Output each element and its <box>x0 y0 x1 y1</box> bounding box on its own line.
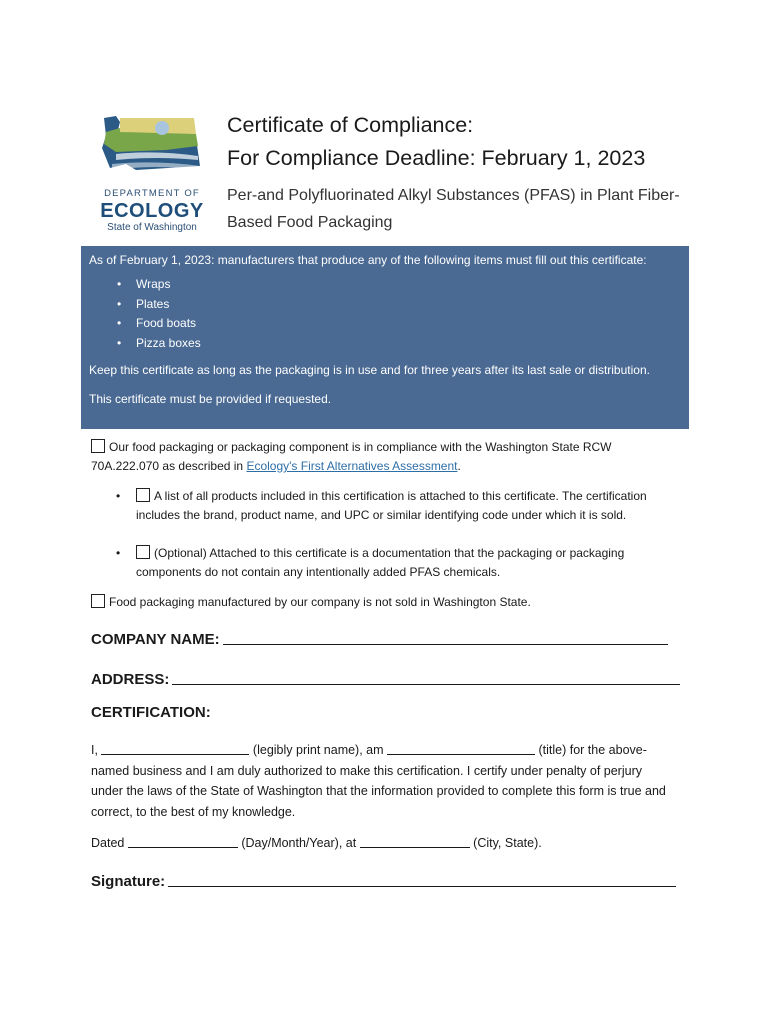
city-state-input[interactable] <box>360 835 470 848</box>
list-item: • Food boats <box>136 314 681 334</box>
dated-line <box>91 833 542 853</box>
ecology-logo <box>96 108 216 240</box>
city-state-hint: (City, State). <box>473 836 542 850</box>
address-label: ADDRESS: <box>91 671 170 688</box>
documentation-checkbox[interactable] <box>136 545 150 559</box>
banner-intro: As of February 1, 2023: manufacturers that produce any of the following items must fill out this certificate: <box>89 253 647 267</box>
certification-heading: CERTIFICATION: <box>91 704 211 721</box>
product-list-text: A list of all products included in this certification is attached to this certificate. The certification includes the brand, product name, and UPC or similar identifying code under which it is sold. <box>136 489 647 522</box>
cert-i-text: I, <box>91 743 98 757</box>
dated-label: Dated <box>91 836 125 850</box>
product-list-checkbox[interactable] <box>136 488 150 502</box>
title-hint: (title) for the <box>538 743 606 757</box>
list-item: • Wraps <box>136 275 681 295</box>
first-alternatives-assessment-link[interactable]: Ecology's First Alternatives Assessment <box>246 459 458 473</box>
not-sold-checkbox[interactable] <box>91 594 105 608</box>
not-sold-option <box>91 593 531 612</box>
signature-input[interactable] <box>168 872 676 887</box>
washington-state-logo-icon <box>96 108 208 188</box>
not-sold-text: Food packaging manufactured by our company is not sold in Washington State. <box>109 595 531 609</box>
print-name-input[interactable] <box>101 742 249 755</box>
documentation-option <box>136 544 681 582</box>
logo-department-text: DEPARTMENT OF <box>104 188 200 199</box>
compliance-checkbox[interactable] <box>91 439 105 453</box>
certification-statement <box>91 740 671 822</box>
list-item: • Pizza boxes <box>136 334 681 354</box>
compliance-option <box>91 438 671 476</box>
compliance-text: Our food packaging or packaging component is in compliance with the Washington State RCW 70A.222.070 as described in <box>91 440 612 473</box>
logo-ecology-text: ECOLOGY <box>100 200 204 222</box>
date-hint: (Day/Month/Year), at <box>241 836 357 850</box>
logo-state-text: State of Washington <box>107 222 197 233</box>
list-item: • Plates <box>136 295 681 315</box>
print-name-hint: (legibly print name), am <box>252 743 384 757</box>
address-field <box>91 670 680 688</box>
deadline-title: For Compliance Deadline: February 1, 2023 <box>227 146 646 170</box>
company-name-label: COMPANY NAME: <box>91 631 220 648</box>
address-input[interactable] <box>172 670 680 685</box>
banner-retention-note: Keep this certificate as long as the packaging is in use and for three years after its last sale or distribution. <box>89 363 650 377</box>
company-name-input[interactable] <box>223 630 668 645</box>
date-input[interactable] <box>128 835 238 848</box>
signature-field <box>91 872 676 890</box>
certification-body: above-named business and I am duly authorized to make this certification. I certify under penalty of perjury under the laws of the State of Washington that the information provided to complete this form is true and correct, to the best of my knowledge. <box>91 743 666 819</box>
banner-provide-note: This certificate must be provided if requested. <box>89 392 332 406</box>
product-list-option <box>136 487 681 525</box>
page-title: Certificate of Compliance: <box>227 113 474 137</box>
info-banner <box>81 246 689 429</box>
title-input[interactable] <box>387 742 535 755</box>
documentation-text: (Optional) Attached to this certificate is a documentation that the packaging or packaging components do not contain any intentionally added PFAS chemicals. <box>136 546 625 579</box>
page-subtitle: Per-and Polyfluorinated Alkyl Substances (PFAS) in Plant Fiber-Based Food Packaging <box>227 187 680 231</box>
company-name-field <box>91 630 668 648</box>
signature-label: Signature: <box>91 873 166 890</box>
compliance-text-end: . <box>457 459 461 473</box>
item-list <box>89 275 681 353</box>
